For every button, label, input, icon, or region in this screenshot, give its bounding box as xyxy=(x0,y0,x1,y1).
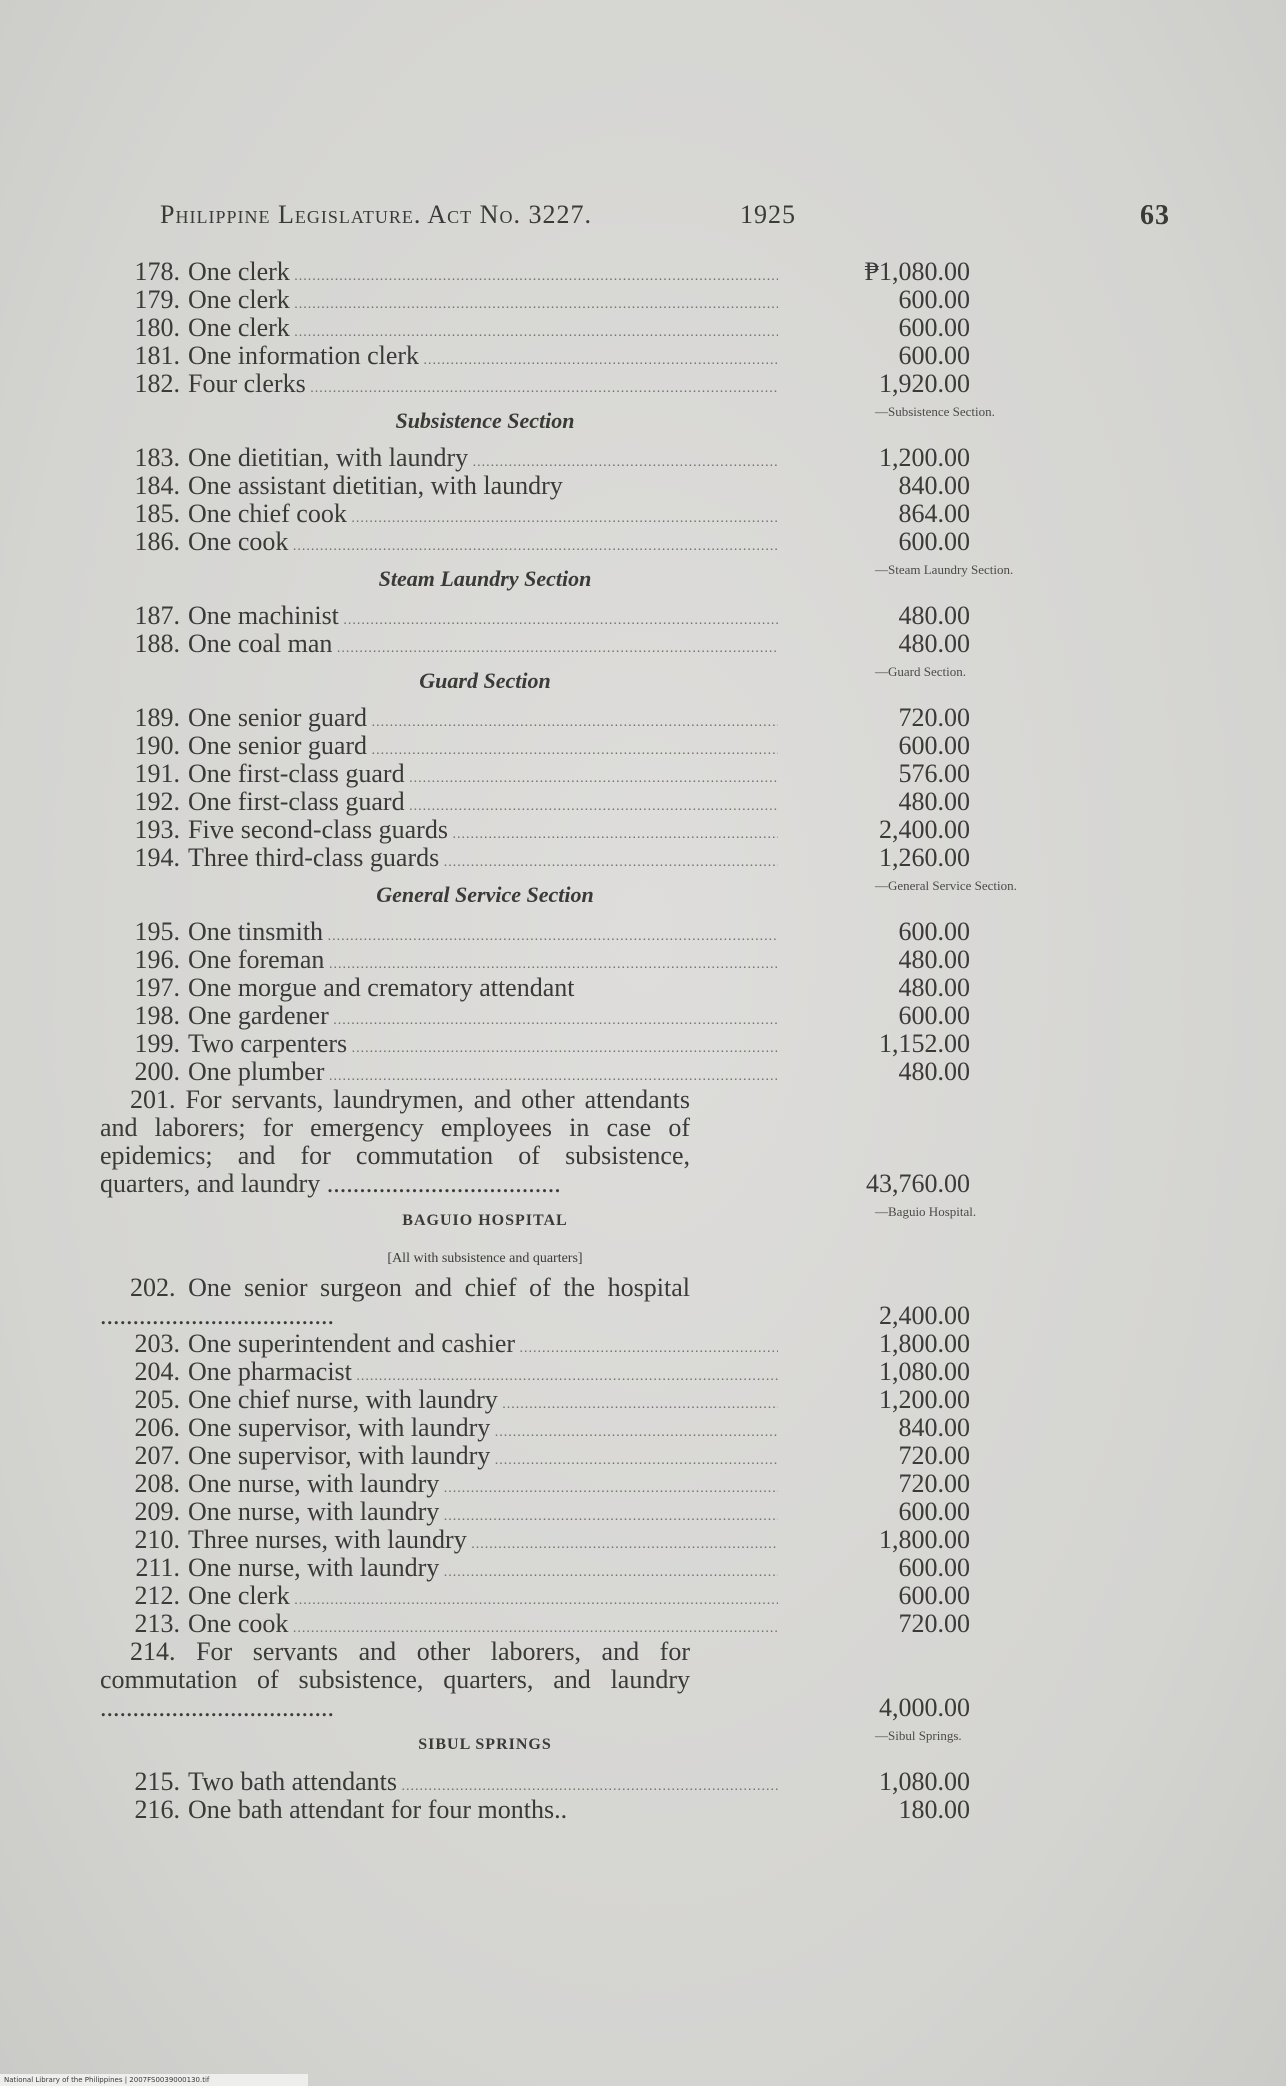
item-amount: 600.00 xyxy=(898,313,970,342)
item-amount: 720.00 xyxy=(898,1609,970,1638)
item-description: Three nurses, with laundry ..... xyxy=(188,1526,778,1559)
appropriation-paragraph xyxy=(100,1638,1100,1722)
section-heading xyxy=(100,556,1100,602)
appropriation-item xyxy=(100,528,1100,556)
item-amount: 600.00 xyxy=(898,917,970,946)
appropriation-item xyxy=(100,844,1100,872)
item-description: One nurse, with laundry ..... xyxy=(188,1498,778,1531)
section-heading xyxy=(100,658,1100,704)
item-number: 180. xyxy=(134,313,180,342)
item-description: One clerk ..... xyxy=(188,258,778,291)
item-amount: 600.00 xyxy=(898,1001,970,1030)
item-number: 184. xyxy=(134,471,180,500)
item-description: One dietitian, with laundry ..... xyxy=(188,444,778,477)
item-description: One pharmacist ..... xyxy=(188,1358,778,1391)
item-description: One senior guard ..... xyxy=(188,704,778,737)
item-number: 208. xyxy=(134,1469,180,1498)
item-amount: ₱1,080.00 xyxy=(864,257,970,286)
item-amount: 576.00 xyxy=(898,759,970,788)
item-amount: 2,400.00 xyxy=(879,1301,970,1330)
appropriation-item xyxy=(100,1030,1100,1058)
item-number: 181. xyxy=(134,341,180,370)
appropriation-item xyxy=(100,258,1100,286)
appropriation-item xyxy=(100,1554,1100,1582)
section-heading xyxy=(100,1722,1100,1768)
appropriation-paragraph xyxy=(100,1274,1100,1330)
section-heading xyxy=(100,398,1100,444)
item-number: 198. xyxy=(134,1001,180,1030)
item-description: One coal man ..... xyxy=(188,630,778,663)
item-amount: 1,200.00 xyxy=(879,443,970,472)
item-amount: 1,920.00 xyxy=(879,369,970,398)
section-subheading: [All with subsistence and quarters] xyxy=(387,1251,583,1266)
item-amount: 600.00 xyxy=(898,1553,970,1582)
item-number: 203. xyxy=(134,1329,180,1358)
item-description: One assistant dietitian, with laundry xyxy=(188,472,563,500)
item-description: One foreman ..... xyxy=(188,946,778,979)
item-description: One senior guard ..... xyxy=(188,732,778,765)
item-description: One machinist ..... xyxy=(188,602,778,635)
appropriation-item xyxy=(100,500,1100,528)
item-description: One chief nurse, with laundry ..... xyxy=(188,1386,778,1419)
item-description: Two carpenters ..... xyxy=(188,1030,778,1063)
item-number: 188. xyxy=(134,629,180,658)
item-amount: 600.00 xyxy=(898,1497,970,1526)
item-amount: 2,400.00 xyxy=(879,815,970,844)
item-amount: 43,760.00 xyxy=(866,1169,970,1198)
item-amount: 480.00 xyxy=(898,787,970,816)
appropriation-item xyxy=(100,630,1100,658)
appropriation-item xyxy=(100,1442,1100,1470)
appropriation-item xyxy=(100,732,1100,760)
appropriation-item xyxy=(100,946,1100,974)
paragraph-text: 202. One senior surgeon and chief of the hospital .................................... xyxy=(100,1273,690,1330)
appropriation-item xyxy=(100,1610,1100,1638)
appropriation-item xyxy=(100,602,1100,630)
item-number: 191. xyxy=(134,759,180,788)
item-amount: 1,080.00 xyxy=(879,1357,970,1386)
item-amount: 600.00 xyxy=(898,1581,970,1610)
item-amount: 1,800.00 xyxy=(879,1329,970,1358)
margin-note: —General Service Section. xyxy=(875,878,1017,893)
item-number: 204. xyxy=(134,1357,180,1386)
section-heading xyxy=(100,1198,1100,1244)
appropriation-item xyxy=(100,314,1100,342)
item-description: One chief cook ..... xyxy=(188,500,778,533)
item-number: 209. xyxy=(134,1497,180,1526)
item-description: Three third-class guards ..... xyxy=(188,844,778,877)
item-description: One cook ..... xyxy=(188,1610,778,1643)
item-amount: 720.00 xyxy=(898,1469,970,1498)
appropriation-item xyxy=(100,1470,1100,1498)
item-description: One information clerk ..... xyxy=(188,342,778,375)
appropriation-paragraph xyxy=(100,1086,1100,1198)
item-description: One morgue and crematory attendant xyxy=(188,974,575,1002)
margin-note: —Sibul Springs. xyxy=(875,1728,962,1743)
appropriation-item xyxy=(100,370,1100,398)
appropriation-item xyxy=(100,1386,1100,1414)
item-number: 200. xyxy=(134,1057,180,1086)
item-description: One plumber ..... xyxy=(188,1058,778,1091)
section-title: Subsistence Section xyxy=(395,408,575,433)
item-number: 210. xyxy=(134,1525,180,1554)
item-amount: 840.00 xyxy=(898,1413,970,1442)
appropriation-item xyxy=(100,286,1100,314)
item-number: 193. xyxy=(134,815,180,844)
item-number: 195. xyxy=(134,917,180,946)
item-description: One first-class guard ..... xyxy=(188,788,778,821)
item-amount: 840.00 xyxy=(898,471,970,500)
item-number: 216. xyxy=(134,1795,180,1824)
item-number: 190. xyxy=(134,731,180,760)
section-title: BAGUIO HOSPITAL xyxy=(402,1212,568,1229)
running-title: Philippine Legislature. Act No. 3227. xyxy=(160,200,592,229)
item-amount: 480.00 xyxy=(898,973,970,1002)
item-amount: 480.00 xyxy=(898,629,970,658)
item-amount: 600.00 xyxy=(898,285,970,314)
appropriation-item xyxy=(100,974,1100,1002)
appropriation-item xyxy=(100,342,1100,370)
item-description: One supervisor, with laundry ..... xyxy=(188,1442,778,1475)
appropriation-item xyxy=(100,472,1100,500)
item-amount: 600.00 xyxy=(898,527,970,556)
item-amount: 720.00 xyxy=(898,1441,970,1470)
margin-note: —Baguio Hospital. xyxy=(875,1204,977,1219)
item-description: Two bath attendants ..... xyxy=(188,1768,778,1801)
section-heading xyxy=(100,872,1100,918)
item-number: 182. xyxy=(134,369,180,398)
item-number: 179. xyxy=(134,285,180,314)
appropriation-item xyxy=(100,704,1100,732)
item-number: 194. xyxy=(134,843,180,872)
item-number: 178. xyxy=(134,257,180,286)
item-amount: 1,260.00 xyxy=(879,843,970,872)
item-amount: 480.00 xyxy=(898,945,970,974)
paragraph-text: 201. For servants, laundrymen, and other attendants and laborers; for emergency employees in case of epidemics; and for commutation of subsistence, quarters, and laundry .................................... xyxy=(100,1085,690,1198)
item-description: Four clerks ..... xyxy=(188,370,778,403)
appropriation-item xyxy=(100,788,1100,816)
item-number: 183. xyxy=(134,443,180,472)
item-description: One tinsmith ..... xyxy=(188,918,778,951)
appropriation-item xyxy=(100,1768,1100,1796)
item-description: One superintendent and cashier ..... xyxy=(188,1330,778,1363)
appropriation-item xyxy=(100,1058,1100,1086)
appropriation-item xyxy=(100,1002,1100,1030)
item-amount: 480.00 xyxy=(898,1057,970,1086)
appropriation-item xyxy=(100,1414,1100,1442)
item-number: 212. xyxy=(134,1581,180,1610)
appropriation-item xyxy=(100,1582,1100,1610)
item-number: 199. xyxy=(134,1029,180,1058)
item-amount: 600.00 xyxy=(898,731,970,760)
item-amount: 1,200.00 xyxy=(879,1385,970,1414)
item-description: One clerk ..... xyxy=(188,1582,778,1615)
appropriation-item xyxy=(100,444,1100,472)
item-amount: 480.00 xyxy=(898,601,970,630)
item-description: One clerk ..... xyxy=(188,286,778,319)
section-title: General Service Section xyxy=(376,882,594,907)
scan-footer: National Library of the Philippines | 2007FS0039000130.tif xyxy=(0,2074,308,2086)
appropriation-item xyxy=(100,760,1100,788)
item-number: 185. xyxy=(134,499,180,528)
item-description: One clerk ..... xyxy=(188,314,778,347)
item-number: 213. xyxy=(134,1609,180,1638)
item-number: 187. xyxy=(134,601,180,630)
appropriation-item xyxy=(100,1358,1100,1386)
item-number: 206. xyxy=(134,1413,180,1442)
item-description: One gardener ..... xyxy=(188,1002,778,1035)
section-title: Guard Section xyxy=(419,668,551,693)
item-number: 196. xyxy=(134,945,180,974)
item-number: 192. xyxy=(134,787,180,816)
item-description: One first-class guard ..... xyxy=(188,760,778,793)
margin-note: —Steam Laundry Section. xyxy=(875,562,1014,577)
appropriation-item xyxy=(100,918,1100,946)
margin-note: —Guard Section. xyxy=(875,664,966,679)
item-amount: 180.00 xyxy=(898,1795,970,1824)
item-description: One nurse, with laundry ..... xyxy=(188,1554,778,1587)
appropriation-item xyxy=(100,1796,1100,1824)
item-amount: 864.00 xyxy=(898,499,970,528)
item-number: 197. xyxy=(134,973,180,1002)
item-number: 189. xyxy=(134,703,180,732)
item-amount: 720.00 xyxy=(898,703,970,732)
item-amount: 1,152.00 xyxy=(879,1029,970,1058)
item-description: One bath attendant for four months.. xyxy=(188,1796,568,1824)
appropriation-item xyxy=(100,1526,1100,1554)
page-number: 63 xyxy=(1140,200,1170,231)
item-amount: 4,000.00 xyxy=(879,1693,970,1722)
item-description: One cook ..... xyxy=(188,528,778,561)
margin-note: —Subsistence Section. xyxy=(875,404,995,419)
appropriation-list xyxy=(100,258,1100,1824)
item-amount: 1,080.00 xyxy=(879,1767,970,1796)
appropriation-item xyxy=(100,1498,1100,1526)
item-amount: 1,800.00 xyxy=(879,1525,970,1554)
header-year: 1925 xyxy=(740,200,796,229)
section-title: Steam Laundry Section xyxy=(378,566,592,591)
item-amount: 600.00 xyxy=(898,341,970,370)
item-number: 211. xyxy=(135,1553,180,1582)
appropriation-item xyxy=(100,1330,1100,1358)
item-description: One supervisor, with laundry ..... xyxy=(188,1414,778,1447)
item-number: 215. xyxy=(134,1767,180,1796)
item-description: One nurse, with laundry ..... xyxy=(188,1470,778,1503)
item-description: Five second-class guards ..... xyxy=(188,816,778,849)
item-number: 186. xyxy=(134,527,180,556)
item-number: 205. xyxy=(134,1385,180,1414)
section-title: SIBUL SPRINGS xyxy=(418,1736,552,1753)
paragraph-text: 214. For servants and other laborers, and for commutation of subsistence, quarters, and laundry .................................... xyxy=(100,1637,690,1722)
item-number: 207. xyxy=(134,1441,180,1470)
appropriation-item xyxy=(100,816,1100,844)
running-header xyxy=(160,200,1170,240)
